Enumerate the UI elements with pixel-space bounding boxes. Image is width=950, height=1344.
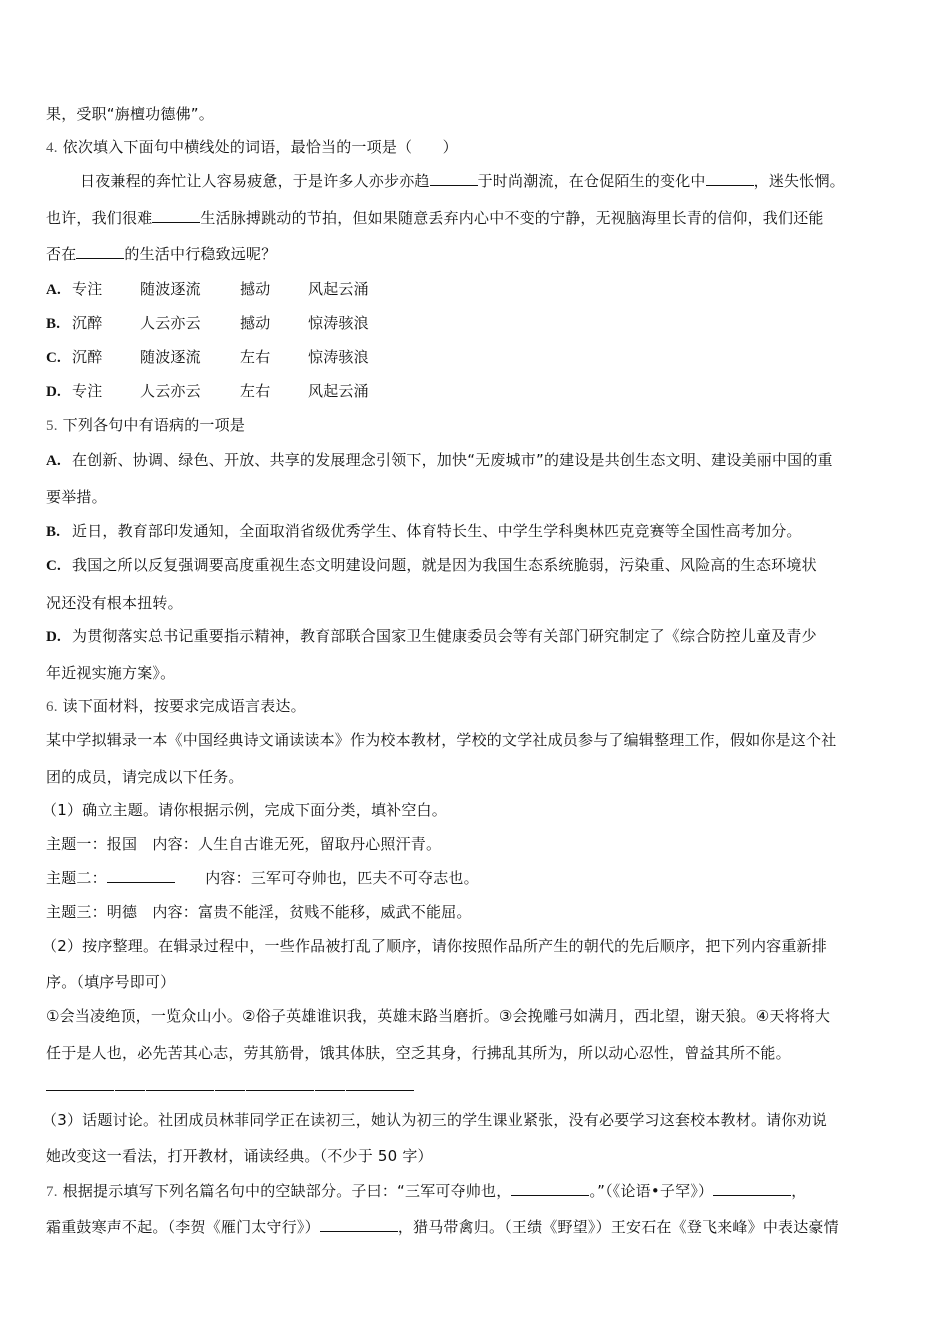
theme-content: 内容：三军可夺帅也，匹夫不可夺志也。 (205, 869, 479, 887)
dash-separator (315, 1081, 345, 1091)
fill-blank (706, 171, 754, 186)
q5-stem (46, 415, 245, 436)
q7-text: ， (791, 1182, 807, 1200)
q6-task-2-line-1: （2）按序整理。在辑录过程中，一些作品被打乱了顺序，请你按照作品所产生的朝代的先后顺序，把下列内容重新排 (42, 937, 827, 955)
q6-stem-text: 读下面材料，按要求完成语言表达。 (62, 697, 306, 715)
answer-blank (107, 868, 175, 883)
option-word: 人云亦云 (140, 382, 201, 400)
option-word: 随波逐流 (140, 348, 201, 366)
theme-content: 内容：富贵不能淫，贫贱不能移，威武不能屈。 (152, 903, 472, 921)
q5-option-c-line-1 (46, 555, 817, 576)
option-letter: C. (46, 350, 61, 366)
order-blank (346, 1076, 414, 1091)
option-word: 沉醉 (72, 314, 103, 332)
q5-option-a-line-1 (46, 450, 833, 471)
fill-blank (152, 208, 200, 223)
q4-option-b (46, 313, 369, 334)
q6-stem (46, 696, 306, 717)
q6-task-1: （1）确立主题。请你根据示例，完成下面分类，填补空白。 (42, 801, 447, 819)
answer-blank (713, 1181, 791, 1196)
q5-stem-text: 下列各句中有语病的一项是 (62, 416, 246, 434)
q6-material-line-2: 团的成员，请完成以下任务。 (46, 768, 244, 786)
q4-option-c (46, 347, 369, 368)
dash-separator (215, 1081, 245, 1091)
q6-theme-2 (46, 868, 479, 888)
passage-text: ，迷失怅惘。 (753, 172, 845, 190)
q4-passage-line-2 (46, 208, 824, 228)
q7-text: 霜重鼓寒声不起。（李贺《雁门太守行》） (46, 1218, 320, 1236)
q7-line-2 (46, 1217, 839, 1237)
passage-text: 也许，我们很难 (46, 209, 153, 227)
q5-option-a-line-2: 要举措。 (46, 488, 107, 506)
option-text: 我国之所以反复强调要高度重视生态文明建设问题，就是因为我国生态系统脆弱，污染重、风险高的生态环境状 (72, 556, 817, 574)
q6-task-3-line-1: （3）话题讨论。社团成员林菲同学正在读初三，她认为初三的学生课业紧张，没有必要学习这套校本教材。请你劝说 (42, 1111, 827, 1129)
theme-content: 内容：人生自古谁无死，留取丹心照汗青。 (152, 835, 442, 853)
option-word: 撼动 (240, 314, 271, 332)
option-word: 风起云涌 (308, 280, 369, 298)
option-word: 随波逐流 (140, 280, 201, 298)
option-word: 风起云涌 (308, 382, 369, 400)
theme-label: 主题三：明德 (46, 903, 138, 921)
option-word: 撼动 (240, 280, 271, 298)
theme-label: 主题一：报国 (46, 835, 138, 853)
q6-items-line-1: ①会当凌绝顶，一览众山小。②俗子英雄谁识我，英雄末路当磨折。③会挽雕弓如满月，西北望，谢天狼。④天将将大 (46, 1007, 831, 1025)
q6-theme-3 (46, 902, 472, 922)
q6-number: 6. (46, 699, 58, 715)
passage-text: 日夜兼程的奔忙让人容易疲惫，于是许多人亦步亦趋 (80, 172, 430, 190)
option-text: 在创新、协调、绿色、开放、共享的发展理念引领下，加快“无废城市”的建设是共创生态文明、建设美丽中国的重 (72, 451, 833, 469)
option-letter: D. (46, 629, 61, 645)
option-word: 左右 (240, 382, 271, 400)
passage-text: 生活脉搏跳动的节拍，但如果随意丢弃内心中不变的宁静，无视脑海里长青的信仰，我们还能 (200, 209, 824, 227)
order-blank (246, 1076, 314, 1091)
q3-tail-text: 果，受职“旃檀功德佛”。 (46, 105, 214, 123)
option-word: 左右 (240, 348, 271, 366)
q7-number: 7. (46, 1184, 58, 1200)
option-word: 专注 (72, 382, 103, 400)
option-word: 惊涛骇浪 (308, 314, 369, 332)
q4-passage-line-3 (46, 244, 276, 264)
answer-blank (320, 1217, 398, 1232)
q7-text: 根据提示填写下列名篇名句中的空缺部分。子曰：“三军可夺帅也， (62, 1182, 512, 1200)
q5-option-d-line-1 (46, 626, 817, 647)
q4-passage-line-1 (80, 171, 845, 191)
q5-option-b (46, 521, 802, 542)
option-letter: B. (46, 524, 61, 540)
q5-option-d-line-2: 年近视实施方案》。 (46, 664, 176, 682)
passage-text: 于时尚潮流，在仓促陌生的变化中 (477, 172, 706, 190)
option-text: 近日，教育部印发通知，全面取消省级优秀学生、体育特长生、中学生学科奥林匹克竞赛等全国性高考加分。 (72, 522, 802, 540)
fill-blank (430, 171, 478, 186)
option-word: 沉醉 (72, 348, 103, 366)
q4-stem (46, 137, 458, 158)
q4-number: 4. (46, 140, 58, 156)
option-word: 人云亦云 (140, 314, 201, 332)
option-letter: C. (46, 558, 61, 574)
option-word: 专注 (72, 280, 103, 298)
fill-blank (76, 244, 124, 259)
q6-task-2-line-2: 序。（填序号即可） (46, 973, 176, 991)
q6-items-line-2: 任于是人也，必先苦其心志，劳其筋骨，饿其体肤，空乏其身，行拂乱其所为，所以动心忍性，曾益其所不能。 (46, 1044, 791, 1062)
q4-option-d (46, 381, 369, 402)
q7-line-1 (46, 1181, 806, 1202)
passage-text: 否在 (46, 245, 77, 263)
passage-text: 的生活中行稳致远呢？ (124, 245, 277, 263)
option-letter: A. (46, 282, 61, 298)
option-text: 为贯彻落实总书记重要指示精神，教育部联合国家卫生健康委员会等有关部门研究制定了《综合防控儿童及青少 (72, 627, 817, 645)
q5-number: 5. (46, 418, 58, 434)
option-word: 惊涛骇浪 (308, 348, 369, 366)
answer-blank (511, 1181, 589, 1196)
option-letter: D. (46, 384, 61, 400)
q6-task-3-line-2: 她改变这一看法，打开教材，诵读经典。（不少于 50 字） (46, 1147, 433, 1165)
order-blank (46, 1076, 114, 1091)
q6-material-line-1: 某中学拟辑录一本《中国经典诗文诵读读本》作为校本教材，学校的文学社成员参与了编辑整理工作，假如你是这个社 (46, 731, 837, 749)
theme-label: 主题二： (46, 869, 107, 887)
q7-text: 。”（《论语•子罕》） (589, 1182, 714, 1200)
q5-option-c-line-2: 况还没有根本扭转。 (46, 594, 183, 612)
order-blank (146, 1076, 214, 1091)
q6-theme-1 (46, 834, 441, 854)
option-letter: A. (46, 453, 61, 469)
q6-order-blanks (46, 1076, 414, 1096)
q4-stem-text: 依次填入下面句中横线处的词语，最恰当的一项是（ ） (62, 138, 458, 156)
option-letter: B. (46, 316, 61, 332)
q7-text: ，猎马带禽归。（王绩《野望》）王安石在《登飞来峰》中表达豪情 (397, 1218, 839, 1236)
dash-separator (115, 1081, 145, 1091)
q4-option-a (46, 279, 369, 300)
